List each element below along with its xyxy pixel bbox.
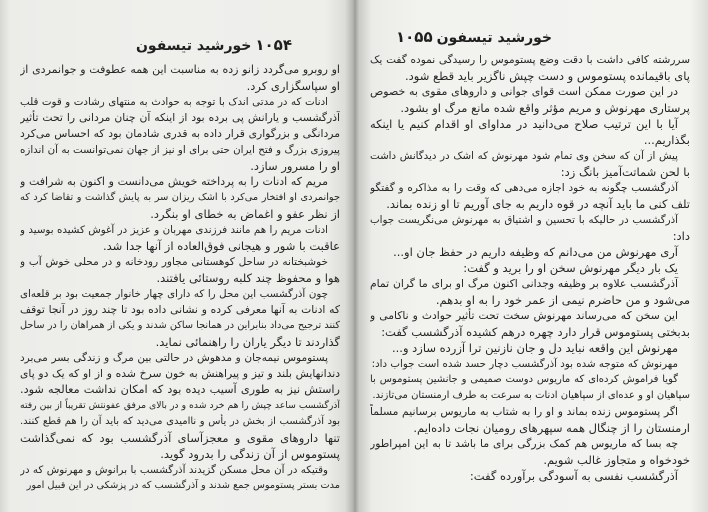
page-header [396, 28, 552, 46]
running-title: خورشید تیسفون [436, 30, 553, 46]
text-line: چه بسا که ماریوس هم کمک بزرگی برای ما باشد تا به این امپراطور [370, 437, 678, 450]
text-line: او را مسرور سازد. [250, 159, 340, 173]
text-line: تنها داروهای مقوی و معجزآسای آذرگشسب بود که نمی‌گذاشت [20, 431, 340, 445]
paragraph [20, 94, 340, 174]
text-line: وقتیکه در آن محل مسکن گزیدند آذرگشسب با برانوش و مهرنوش که در [20, 464, 328, 476]
text-line: اگر پستوموس زنده بماند و او را به شتاب به ماریوس برسانیم مسلماً [370, 405, 678, 418]
text-line: پستوموس نیمه‌جان و مدهوش در حالتی بین مرگ و زندگی بسر می‌برد [20, 352, 328, 364]
paragraph [370, 244, 690, 260]
paragraph [20, 174, 340, 222]
text-line: خودخواه و متجاوز غالب شویم. [543, 453, 690, 467]
text-line: با لحن شماتت‌آمیز بانگ زد: [560, 165, 690, 179]
text-line: بود آذرگشسب از بخش در یأس و ناامیدی می‌دید که باید آن را هم قطع کنند. [20, 416, 340, 427]
paragraph [370, 356, 690, 372]
text-line: پرستاری مهرنوش و مریم مؤثر واقع شده مانع مرگ او بشود. [400, 101, 690, 115]
text-line: پای باقیمانده پستوموس و دست چپش ناگزیر باید قطع شود. [405, 69, 690, 83]
text-line: مردانگی و بزرگواری قرار داده به قدری شادمان بود که احساس می‌کرد [20, 127, 340, 140]
paragraph [20, 286, 340, 350]
text-line: پستوموس از آن زندگی را بدرود گوید. [160, 447, 340, 461]
text-line: آذرگشسب ساعد چپش را هم خرد شده و در بالای مرفق عفونتش تقریباً از بین رفته [20, 400, 340, 411]
text-line: او سپاسگزاری کرد. [246, 79, 340, 93]
paragraph [370, 404, 690, 436]
page-header [136, 36, 292, 54]
paragraph [370, 260, 690, 276]
text-line: بگذاریم... [643, 133, 690, 147]
text-line: ادنات که در مدتی اندک با توجه به حوادث به منتهای رشادت و قوت قلب [20, 96, 328, 108]
text-line: آذرگشسب نفسی به آسودگی برآورده گفت: [469, 469, 678, 483]
text-line: پیش از آن که سخن وی تمام شود مهرنوش که اشک در دیدگانش داشت [370, 150, 678, 162]
text-line: مهرنوش که متوجه شده بود آذرگشسب دچار حسد شده است جواب داد: [371, 358, 678, 370]
paragraph [20, 254, 340, 286]
text-line: داد: [672, 229, 690, 243]
text-line: می‌شود و من حاضرم نیمی از عمر خود را به او بدهم. [435, 293, 690, 307]
text-line: سررشته کافی داشت با دقت وضع پستوموس را رسیدگی نموده گفت یک [370, 54, 690, 66]
text-line: آذرگشسب در حالیکه با تحسین و اشتیاق به مهرنوش می‌نگریست جواب [370, 214, 678, 226]
page-body [370, 52, 690, 484]
text-line: خوشبختانه در ساحل کوهستانی مجاور رودخانه و در محلی خوش آب و [20, 256, 328, 268]
text-line: سپاهیان او و عده‌ای از سپاهیان ادنات به سرعت به طرف ارمنستان می‌تازند. [372, 390, 690, 401]
left-page [20, 0, 340, 512]
paragraph [370, 276, 690, 308]
text-line: آذرگشسب و یارانش پی برده بود از اینکه آن چنان مردانی را تحت تأثیر [20, 111, 340, 124]
text-line: هوا و محفوظ چند کلبه روستائی یافتند. [156, 271, 340, 285]
paragraph [370, 468, 690, 484]
text-line: مریم که ادنات را به پرداخته خویش می‌دانست و اکنون به شرافت و [20, 175, 328, 188]
text-line: گذاردند تا دیگر یاران را راهنمائی نماید. [155, 335, 340, 349]
text-line: از نظر عفو و اغماض به خطای او بنگرد. [150, 207, 340, 221]
text-line: در این صورت ممکن است قوای جوانی و داروهای مقوی به خصوص [370, 85, 678, 98]
text-line: مدت بستر پستوموس جمع شدند و آذرگشسب که در پزشکی در این قبیل امور [26, 480, 340, 491]
paragraph [370, 212, 690, 244]
text-line: جوانمردی او افتخار می‌کرد با اشک ریزان سر به پایش گذاشت و تقاضا کرد که [20, 192, 340, 203]
paragraph [370, 340, 690, 356]
text-line: پیروزی بزرگ و فتح ایران حتی برای او نیز از جهان نمی‌توانست به آن اندازه [20, 144, 340, 156]
text-line: این سخن که می‌رساند مهرنوش سخت تحت تأثیر حوادث و ناکامی و [370, 309, 678, 322]
text-line: گویا فراموش کرده‌ای که ماریوس دوست صمیمی و جانشین پستوموس با [370, 374, 678, 385]
paragraph [370, 372, 690, 404]
paragraph [20, 62, 340, 94]
paragraph [20, 222, 340, 254]
text-line: ارمنستان را از چنگال همه سپهرهای رومیان نجات داده‌ایم. [413, 421, 690, 435]
text-line: راستش نیز به طوری آسیب دیده بود که امکان نداشت معالجه شود. [20, 383, 340, 396]
page-number: ۱۰۵۵ [396, 28, 433, 46]
paragraph [370, 148, 690, 180]
text-line: تلف کنی ما باید آنچه در قوه داریم به جای آوریم تا او زنده بماند. [386, 197, 690, 211]
paragraph [20, 462, 340, 494]
paragraph [370, 436, 690, 468]
text-line: عاقبت با شور و هیجانی فوق‌العاده از آنها جدا شد. [102, 239, 340, 253]
paragraph [370, 308, 690, 340]
text-line: آذرگشسب علاوه بر وظیفه وجدانی اکنون مرگ او برای ما گران تمام [370, 277, 678, 290]
text-line: آیا با این ترتیب صلاح می‌دانید در مداوای او اقدام کنیم یا اینکه [370, 117, 678, 131]
text-line: او روبرو می‌گردد زانو زده به مناسبت این همه عطوفت و جوانمردی از [20, 63, 340, 76]
text-line: آری مهرنوش من می‌دانم که وظیفه داریم در حفظ جان او... [393, 245, 678, 259]
right-page [370, 0, 690, 512]
text-line: چون آذرگشسب این محل را که دارای چهار خانوار جمعیت بود بر قلعه‌ای [20, 288, 328, 300]
page-number: ۱۰۵۴ [255, 36, 292, 54]
text-line: مهرنوش این واقعه نباید دل و جان نازنین ترا آزرده سازد و... [391, 341, 678, 355]
text-line: که ادنات به آنها معرفی کرده و نشانی داده بود تا چند روز در آنجا توقف [20, 303, 340, 316]
page-body [20, 62, 340, 494]
text-line: یک بار دیگر مهرنوش سخن او را برید و گفت: [463, 261, 678, 275]
text-line: کنند ترجیح می‌داد بنابراین در همانجا ساکن شدند و یکی از همراهان را در ساحل [20, 320, 340, 331]
text-line: بدبختی پستوموس قرار دارد چهره درهم کشیده آذرگشسب گفت: [381, 325, 690, 339]
text-line: آذرگشسب چگونه به خود اجازه می‌دهی که وقت را به مذاکره و گفتگو [370, 182, 678, 194]
text-line: ادنات مریم را هم مانند فرزندی مهربان و عزیز در آغوش کشیده بوسید و [20, 224, 328, 236]
paragraph [20, 350, 340, 462]
paragraph [370, 52, 690, 84]
paragraph [370, 180, 690, 212]
paragraph [370, 116, 690, 148]
paragraph [370, 84, 690, 116]
running-title: خورشید تیسفون [135, 38, 252, 54]
text-line: دندانهایش بلند و تیز و پیراهنش به خون سرخ شده و از او که یک دو پای [20, 367, 340, 380]
